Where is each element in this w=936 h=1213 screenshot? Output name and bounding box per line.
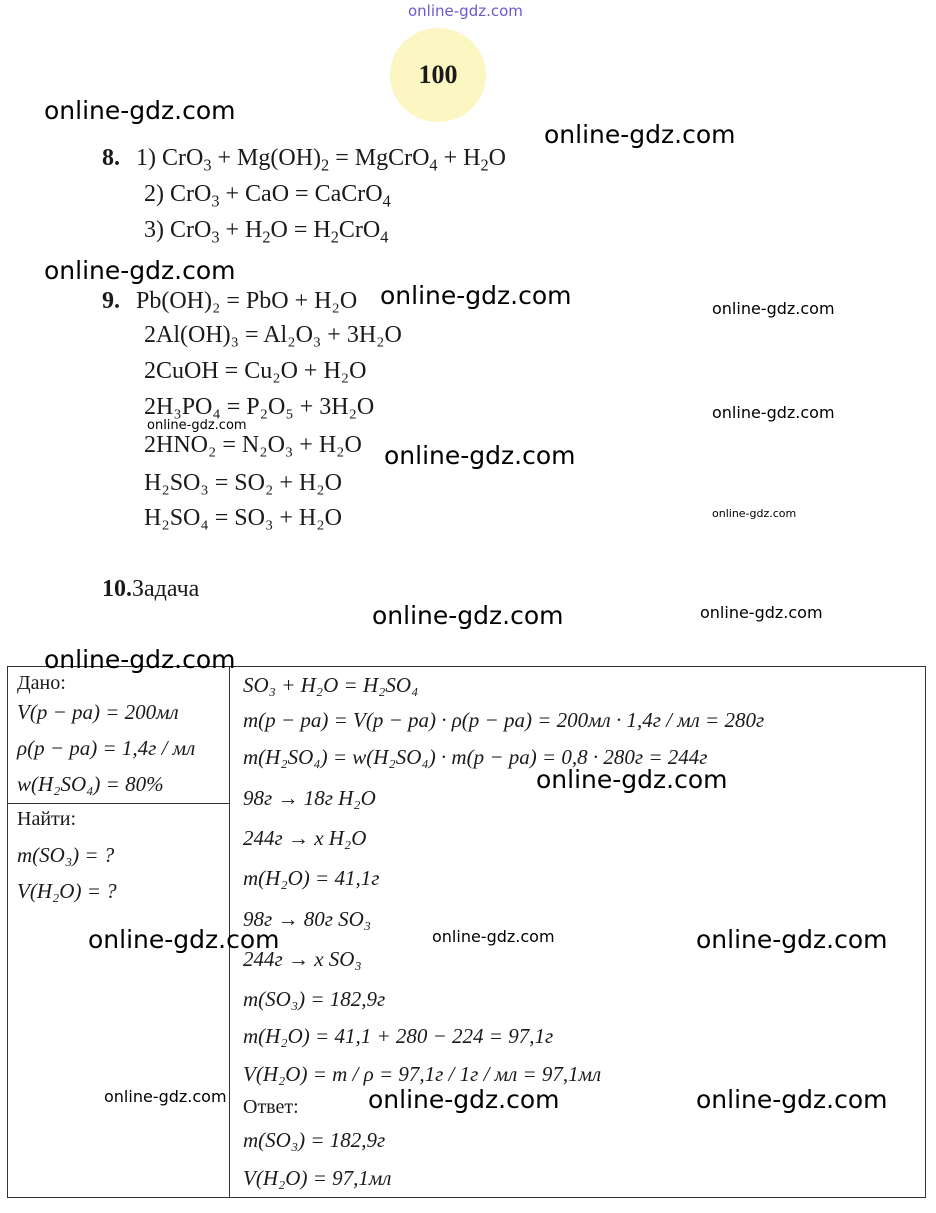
solution-line: 98г → 18г H₂O [243, 786, 376, 810]
task9-line: Pb(OH)₂ = PbO + H₂O [136, 288, 358, 314]
answer-item: m(SO₃) = 182,9г [243, 1128, 386, 1152]
watermark: online-gdz.com [44, 96, 236, 125]
task8-equation-3: 3) $CrO_3 + H_2O = H_2CrO_4$ [144, 217, 389, 247]
watermark: online-gdz.com [147, 418, 247, 433]
watermark: online-gdz.com [432, 927, 555, 946]
given-find-divider [7, 803, 230, 804]
solution-line: m(H₂O) = 41,1г [243, 866, 380, 890]
watermark: online-gdz.com [384, 441, 576, 470]
task8-equation-1: 1) $CrO_3 + Mg(OH)_2$ = MgCrO$_4$ + $H_2O$ [136, 145, 506, 175]
given-label: Дано: [17, 672, 66, 694]
task9-line: 2H₃PO₄ = P₂O₅ + 3H₂O [144, 394, 375, 420]
watermark: online-gdz.com [380, 281, 572, 310]
watermark: online-gdz.com [88, 925, 280, 954]
find-label: Найти: [17, 808, 77, 830]
task8-number: 8. [102, 145, 120, 171]
watermark: online-gdz.com [368, 1085, 560, 1114]
solution-line: 244г → x SO₃ [243, 947, 362, 971]
solution-line: m(p − pa) = V(p − pa) · ρ(p − pa) = 200мл · 1,4г / мл = 280г [243, 708, 765, 732]
page-number: 100 [418, 60, 458, 89]
answer-label: Ответ: [243, 1096, 299, 1118]
watermark-top: online-gdz.com [408, 2, 523, 20]
answer-item: V(H₂O) = 97,1мл [243, 1166, 392, 1190]
watermark: online-gdz.com [544, 120, 736, 149]
solution-line: 244г → x H₂O [243, 826, 367, 850]
find-item: V(H₂O) = ? [17, 879, 117, 903]
watermark: online-gdz.com [104, 1087, 227, 1106]
solution-line: m(H₂O) = 41,1 + 280 − 224 = 97,1г [243, 1024, 554, 1048]
watermark: online-gdz.com [372, 601, 564, 630]
given-item: V(p − pa) = 200мл [17, 700, 179, 724]
watermark: online-gdz.com [44, 645, 236, 674]
solution-line: V(H₂O) = m / ρ = 97,1г / 1г / мл = 97,1мл [243, 1062, 602, 1086]
task9-line: 2CuOH = Cu₂O + H₂O [144, 358, 367, 384]
page-number-badge [390, 28, 486, 122]
solution-line: m(H₂SO₄) = w(H₂SO₄) · m(p − pa) = 0,8 · 280г = 244г [243, 745, 708, 769]
watermark: online-gdz.com [696, 1085, 888, 1114]
watermark: online-gdz.com [44, 256, 236, 285]
given-item: w(H₂SO₄) = 80% [17, 772, 164, 796]
watermark: online-gdz.com [696, 925, 888, 954]
watermark: online-gdz.com [712, 403, 835, 422]
task10-heading: 10.Задача [102, 576, 200, 602]
task9-number: 9. [102, 288, 120, 314]
task9-line: 2HNO₂ = N₂O₃ + H₂O [144, 432, 362, 458]
given-item: ρ(p − pa) = 1,4г / мл [17, 736, 196, 760]
find-item: m(SO₃) = ? [17, 843, 115, 867]
solution-line: 98г → 80г SO₃ [243, 907, 372, 931]
solution-line: SO₃ + H₂O = H₂SO₄ [243, 673, 419, 697]
watermark: online-gdz.com [700, 603, 823, 622]
watermark: online-gdz.com [536, 765, 728, 794]
task9-line: H₂SO₃ = SO₂ + H₂O [144, 470, 342, 496]
watermark: online-gdz.com [712, 299, 835, 318]
watermark: online-gdz.com [712, 507, 797, 520]
solution-line: m(SO₃) = 182,9г [243, 987, 386, 1011]
task8-equation-2: 2) CrO$_3$ + CaO = CaCrO$_4$ [144, 181, 391, 211]
task9-line: 2Al(OH)₃ = Al₂O₃ + 3H₂O [144, 322, 402, 348]
task9-line: H₂SO₄ = SO₃ + H₂O [144, 505, 342, 531]
